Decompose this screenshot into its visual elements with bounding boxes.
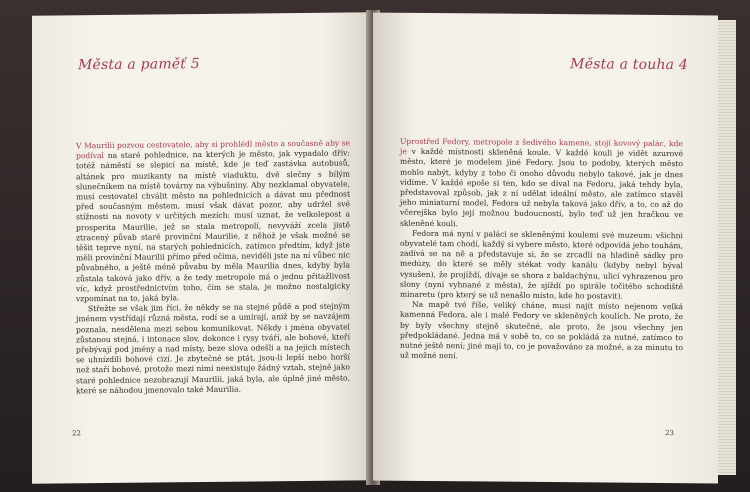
- right-page: [373, 12, 718, 483]
- left-paragraph-1-rest: na staré pohlednice, na kterých je město, jak vypadalo dřív: totéž náměstí se slepicí na místě, kde je teď zastávka autobusů, altánek pro muzikanty na místě viaduktu, dvě slečny s bílým slunečníkem na místě továrny na výbušniny. Aby nezklamal obyvatele, musí cestovatel chválit město na pohlednicích a dávat mu přednost před současným městem, musí však dávat pozor, aby udržel své stížnosti na novoty v určitých mezích: musí uznat, že velkolepost a prosperita Maurilie, jež se stala metropolí, nevyváží zcela jistě ztracený půvab staré provinční Maurilie, z něhož je však možné se těšit teprve nyní, na starých pohlednicích, zatímco předtím, když jste měli provinční Maurilii přímo před očima, neviděli jste na ní vůbec nic půvabného, a ještě méně půvabu by měla Maurilia dnes, kdyby byla zůstala taková jako dřív, a že tedy metropole má o jednu přitažlivost víc, když prostřednictvím toho, čím se stala, je možno nostalgicky vzpomínat na to, jaká byla.: [76, 148, 350, 304]
- left-page: [32, 12, 372, 484]
- right-paragraph-2: Fedora má nyní v paláci se skleněnými koulemi své muzeum: všichni obyvatelé tam chodí, každý si vybere město, které odpovídá jeho touhám, zadívá se na ně a představuje si, že se zrcadlí na hladině sádky pro medúzy, do které se měly stékat vody kanálu (kdyby nebyl býval vysušen), že projíždí, dívaje se shora z baldachýnu, ulicí vyhrazenou pro slony (nyní vyhnané z města), že sjíždí po spirále točitého schodiště minaretu (pro který se už nenašlo místo, kde ho postavit).: [400, 228, 683, 301]
- right-page-number: 23: [665, 429, 674, 438]
- right-paragraph-1-rest: v každé místnosti skleněná koule. V každé kouli je vidět azurové město, které je modelem jiné Fedory. Jsou to podoby, kterých město mohlo nabýt, kdyby z toho či onoho důvodu nebylo takové, jak je dnes vidíme. V každé epoše si ten, kdo se díval na Fedoru, jaká tehdy byla, představoval způsob, jak z ní udělat ideální město, ale zatímco stavěl jeho miniaturní model, Fedora už nebyla taková jako dřív, a to, co až do včerejška bylo její možnou budoucností, bylo teď už jen hračkou ve skleněné kouli.: [400, 146, 683, 228]
- right-chapter-title: Města a touha 4: [570, 56, 688, 74]
- left-chapter-title: Města a paměť 5: [78, 56, 200, 74]
- right-paragraph-1: [400, 137, 683, 231]
- left-page-number: 22: [72, 429, 81, 438]
- right-paragraph-3: Na mapě tvé říše, veliký cháne, musí najít místo nejenom velká kamenná Fedora, ale i malé Fedory ve skleněných koulích. Ne proto, že by byly všechny stejně skutečné, ale proto, že jsou všechny jen předpokládané. Jedna má v sobě to, co se pokládá za nutné, zatímco to nutné ještě není; jiné mají to, co je považováno za možné, a za minutu to už možné není.: [400, 300, 683, 361]
- left-paragraph-2: Střežte se však jim říci, že někdy se na stejné půdě a pod stejným jménem vystřídají různá města, rodí se a umírají, aniž by se navzájem poznala, nesdělena mezi sebou komunikovat. Někdy i jména obyvatel zůstanou stejná, i intonace slov, dokonce i rysy tváří, ale bohové, kteří přebývají pod jmény a nad místy, beze slova odešli a na jejich místech se uhnízdili bohové cizí. Je zbytečné se ptát, jsou-li lepší nebo horší než staří bohové, protože mezi nimi neexistuje žádný vztah, stejně jako staré pohlednice nezobrazují Maurilii, jaká byla, ale úplně jiné město, které se náhodou jmenovalo také Maurilia.: [76, 301, 350, 396]
- left-paragraph-1: [76, 138, 350, 304]
- right-lead-text: Uprostřed Fedory, metropole z šedivého kamene, stojí kovový palác, kde je: [400, 136, 683, 156]
- left-body-text: [76, 138, 350, 396]
- right-body-text: [400, 137, 683, 364]
- page-edges: [718, 20, 736, 475]
- left-lead-text: V Maurilii pozvou cestovatele, aby si prohlédl město a současně aby se podíval: [76, 138, 350, 161]
